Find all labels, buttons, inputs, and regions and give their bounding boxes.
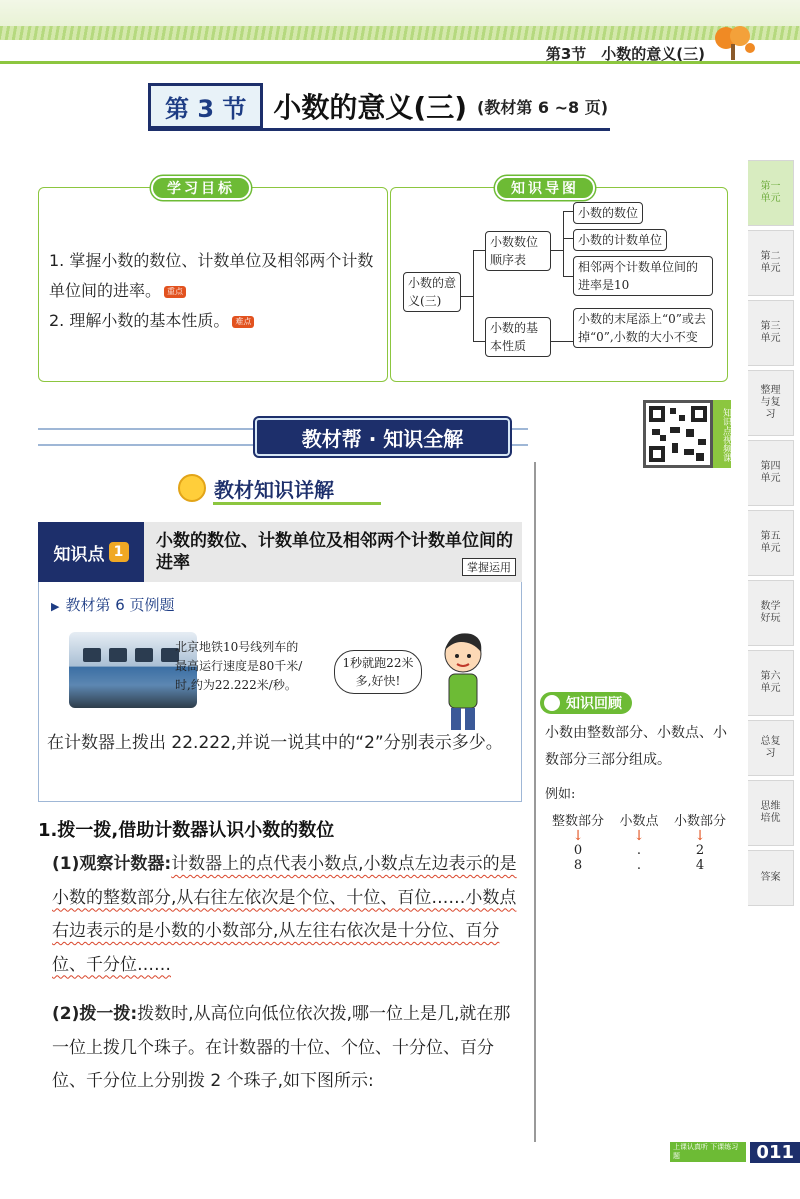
review-value: 8 (573, 858, 583, 873)
paragraph-body: 计数器上的点代表小数点,小数点左边表示的是小数的整数部分,从右往左依次是个位、十位、百位……小数点右边表示的是小数的小数部分,从左往右依次是十分位、百分位、千分位…… (52, 854, 517, 975)
tab-unit-6[interactable]: 第六单元 (748, 650, 794, 716)
example-head-text: 教材第 6 页例题 (65, 596, 175, 614)
footer-slogan: 上课认真听 下课练习题 (670, 1142, 746, 1162)
tab-review[interactable]: 整理与复习 (748, 370, 794, 436)
section-banner: 教材帮 · 知识全解 (255, 418, 510, 456)
running-head-text: 第3节 小数的意义(三) (545, 45, 705, 63)
review-col-label: 小数点 (619, 814, 659, 829)
difficulty-badge: 难点 (232, 316, 254, 328)
hand-icon (544, 695, 560, 711)
goal-list (49, 246, 384, 336)
learning-goals-panel (38, 181, 388, 382)
main-heading: 1.拨一拨,借助计数器认识小数的数位 (38, 820, 335, 841)
knowledge-point-badge (38, 522, 144, 582)
goal-item (49, 246, 384, 306)
speech-bubble: 1秒就跑22米多,好快! (334, 650, 422, 694)
tab-unit-2[interactable]: 第二单元 (748, 230, 794, 296)
knowledge-map-tab: 知识导图 (495, 176, 595, 200)
unit-tab-column (740, 160, 800, 912)
map-connector (563, 276, 573, 277)
review-example-label: 例如: (545, 787, 576, 802)
map-connector (551, 250, 563, 251)
section-title (148, 82, 608, 130)
kp-title: 小数的数位、计数单位及相邻两个计数单位间的进率 (156, 531, 513, 573)
map-branch-table: 小数数位顺序表 (485, 231, 551, 271)
review-text: 小数由整数部分、小数点、小数部分三部分组成。 (545, 725, 727, 768)
example-head (51, 594, 175, 615)
train-window (83, 648, 101, 662)
page-number: 011 (750, 1142, 800, 1163)
tab-thinking[interactable]: 思维培优 (748, 780, 794, 846)
goal-text: 1. 掌握小数的数位、计数单位及相邻两个计数单位间的进率。 (49, 251, 374, 300)
running-head (0, 40, 800, 64)
knowledge-map-panel (390, 181, 728, 382)
review-col (613, 810, 665, 873)
map-connector (551, 341, 573, 342)
section-name: 小数的意义(三) (273, 91, 468, 124)
goal-item (49, 306, 384, 336)
map-connector (563, 211, 564, 277)
goal-text: 2. 理解小数的基本性质。 (49, 311, 230, 330)
map-leaf-property: 小数的末尾添上“0”或去掉“0”,小数的大小不变 (573, 308, 713, 348)
map-connector (461, 296, 473, 297)
review-value: . (636, 858, 642, 873)
map-branch-property: 小数的基本性质 (485, 317, 551, 357)
footer (670, 1140, 800, 1164)
review-col-label: 整数部分 (551, 814, 604, 829)
example-text: 北京地铁10号线列车的最高运行速度是80千米/时,约为22.222米/秒。 (175, 640, 303, 692)
arrow-down-icon: ↓ (572, 828, 584, 844)
paragraph-observe (52, 848, 522, 982)
map-connector (473, 250, 485, 251)
kp-badge-text: 知识点 (53, 544, 105, 565)
review-value: 4 (695, 858, 705, 873)
section-ref: (教材第 6 ~8 页) (477, 97, 609, 117)
key-point-badge: 重点 (164, 286, 186, 298)
tab-answers[interactable]: 答案 (748, 850, 794, 906)
review-col (667, 810, 733, 873)
top-band (0, 0, 800, 40)
tab-unit-5[interactable]: 第五单元 (748, 510, 794, 576)
lightbulb-icon (178, 474, 206, 502)
detail-title-text: 教材知识详解 (214, 477, 334, 502)
paragraph-lead: (1)观察计数器: (52, 854, 172, 874)
arrow-down-icon: ↓ (694, 828, 706, 844)
review-col-label: 小数部分 (673, 814, 726, 829)
knowledge-point-header (38, 522, 522, 582)
review-col (545, 810, 611, 873)
map-leaf-ratio: 相邻两个计数单位间的进率是10 (573, 256, 713, 296)
tab-math-fun[interactable]: 数学好玩 (748, 580, 794, 646)
map-connector (473, 250, 474, 342)
map-leaf-place: 小数的数位 (573, 202, 643, 224)
kp-tag: 掌握运用 (462, 558, 516, 576)
kp-number: 1 (109, 542, 129, 562)
review-tag (540, 692, 632, 714)
boy-illustration (431, 628, 495, 738)
map-leaf-unit: 小数的计数单位 (573, 229, 667, 251)
example-question: 在计数器上拨出 22.222,并说一说其中的“2”分别表示多少。 (47, 733, 503, 753)
column-divider (534, 462, 536, 1142)
train-window (109, 648, 127, 662)
map-connector (473, 341, 485, 342)
qr-label: 知识点视频课 (713, 400, 731, 468)
tree-icon (710, 22, 756, 62)
review-value: . (636, 843, 642, 858)
map-connector (563, 238, 573, 239)
tab-unit-4[interactable]: 第四单元 (748, 440, 794, 506)
map-root: 小数的意义(三) (403, 272, 461, 312)
review-value: 0 (573, 843, 583, 858)
tab-unit-1[interactable]: 第一单元 (748, 160, 794, 226)
section-underline (148, 128, 610, 131)
review-tag-text: 知识回顾 (566, 696, 622, 712)
tab-final-review[interactable]: 总复习 (748, 720, 794, 776)
qr-code-icon[interactable] (643, 400, 713, 468)
review-value: 2 (695, 843, 705, 858)
detail-title (178, 470, 334, 506)
example-box (38, 582, 522, 802)
grass-decoration (0, 26, 800, 40)
section-badge: 第 3 节 (148, 83, 263, 129)
tab-unit-3[interactable]: 第三单元 (748, 300, 794, 366)
paragraph-dial (52, 998, 522, 1099)
triangle-icon: ▶ (51, 600, 60, 613)
detail-underline (213, 502, 381, 505)
arrow-down-icon: ↓ (633, 828, 645, 844)
learning-goals-tab: 学习目标 (151, 176, 251, 200)
paragraph-lead: (2)拨一拨: (52, 1004, 138, 1024)
paragraph-body: 拨数时,从高位向低位依次拨,哪一位上是几,就在那一位上拨几个珠子。在计数器的十位、个位、十分位、百分位、千分位上分别拨 2 个珠子,如下图所示: (52, 1004, 511, 1091)
map-connector (563, 211, 573, 212)
train-window (135, 648, 153, 662)
